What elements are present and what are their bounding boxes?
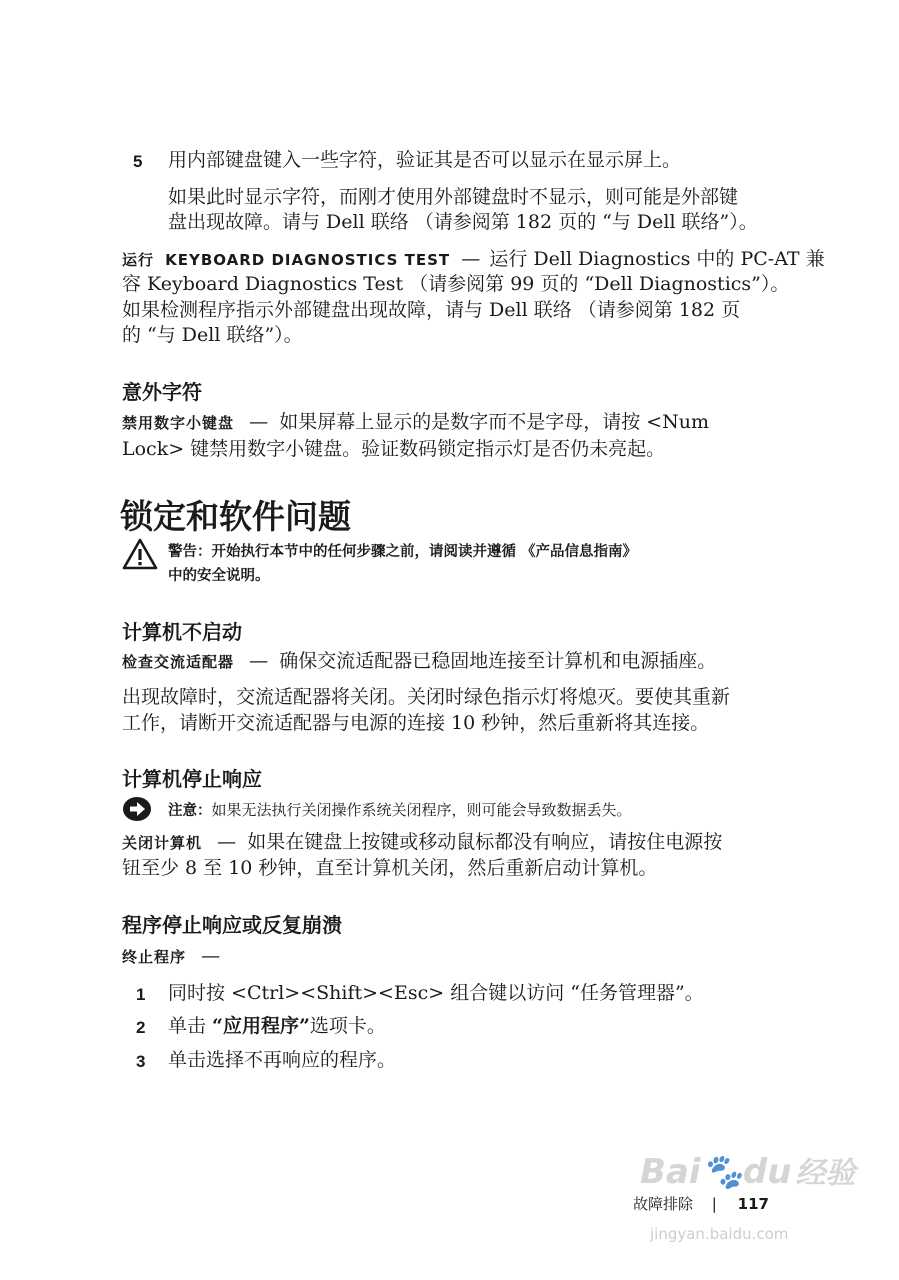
kbd-test-text: 的 “与 Dell 联络”）。 [122,324,303,346]
step-number: 2 [136,1018,146,1037]
em-dash: — [201,945,221,967]
kbd-test-lead: 运行 [122,251,155,269]
em-dash: — [249,411,269,433]
step-number: 3 [136,1052,146,1071]
step-text: 单击选择不再响应的程序。 [168,1049,397,1071]
notice-icon [122,796,152,822]
section-heading: 意外字符 [122,380,202,404]
em-dash: — [249,650,269,672]
page-footer [633,1193,769,1214]
shutdown-text: 如果在键盘上按键或移动鼠标都没有响应，请按住电源按 [247,831,723,853]
step-text: 同时按 <Ctrl><Shift><Esc> 组合键以访问 “任务管理器”。 [168,982,704,1004]
em-dash: — [461,248,481,270]
warning-text: 警告：开始执行本节中的任何步骤之前，请阅读并遵循 《产品信息指南》 [168,544,638,560]
footer-section: 故障排除 [633,1195,694,1213]
kbd-test-text: 容 Keyboard Diagnostics Test （请参阅第 99 页的 “Dell Diagnostics”）。 [122,273,790,295]
watermark-logo: Bai🐾du 经验 [640,1152,856,1192]
ac-adapter-lead-row [122,649,716,674]
ac-adapter-text: 工作，请断开交流适配器与电源的连接 10 秒钟，然后重新将其连接。 [122,712,710,734]
notice-label: 注意： [168,803,212,819]
footer-separator: | [711,1195,717,1213]
paw-icon: 🐾 [700,1152,743,1192]
kbd-test-lead-name: KEYBOARD DIAGNOSTICS TEST [165,251,451,269]
section-heading: 程序停止响应或反复崩溃 [122,913,342,937]
tab-name-emphasis: “应用程序” [212,1015,310,1037]
kbd-test-lead-row [122,247,825,272]
page-title: 锁定和软件问题 [120,497,351,536]
warning-label: 警告： [168,544,212,560]
step-number: 5 [133,152,143,171]
numpad-lead: 禁用数字小键盘 [122,414,235,432]
ac-adapter-lead: 检查交流适配器 [122,653,235,671]
warning-icon [122,538,158,570]
step-text: 用内部键盘键入一些字符，验证其是否可以显示在显示屏上。 [168,149,682,171]
watermark-url: jingyan.baidu.com [650,1225,789,1243]
end-program-lead-row [122,944,220,969]
end-program-lead: 终止程序 [122,948,187,966]
section-heading: 计算机不启动 [122,620,242,644]
ac-adapter-text: 确保交流适配器已稳固地连接至计算机和电源插座。 [279,650,717,672]
numpad-text: 如果屏幕上显示的是数字而不是字母，请按 <Num [279,411,710,433]
kbd-test-text: 如果检测程序指示外部键盘出现故障，请与 Dell 联络 （请参阅第 182 页 [122,299,741,321]
step-subtext: 如果此时显示字符，而刚才使用外部键盘时不显示，则可能是外部键 [168,186,739,208]
warning-text: 中的安全说明。 [168,568,270,584]
shutdown-text: 钮至少 8 至 10 秒钟，直至计算机关闭，然后重新启动计算机。 [122,857,658,879]
shutdown-lead-row [122,830,722,855]
numpad-lead-row [122,410,709,435]
ac-adapter-text: 出现故障时，交流适配器将关闭。关闭时绿色指示灯将熄灭。要使其重新 [122,686,731,708]
shutdown-lead: 关闭计算机 [122,834,203,852]
notice-text: 注意：如果无法执行关闭操作系统关闭程序，则可能会导致数据丢失。 [168,801,632,819]
numpad-text: Lock> 键禁用数字小键盘。验证数码锁定指示灯是否仍未亮起。 [122,438,666,460]
section-heading: 计算机停止响应 [122,767,262,791]
step-text: 单击 “应用程序”选项卡。 [168,1015,386,1037]
kbd-test-text: 运行 Dell Diagnostics 中的 PC-AT 兼 [489,248,825,270]
step-subtext: 盘出现故障。请与 Dell 联络 （请参阅第 182 页的 “与 Dell 联络”）。 [168,211,758,233]
page-number: 117 [737,1195,769,1213]
em-dash: — [217,831,237,853]
step-number: 1 [136,985,146,1004]
